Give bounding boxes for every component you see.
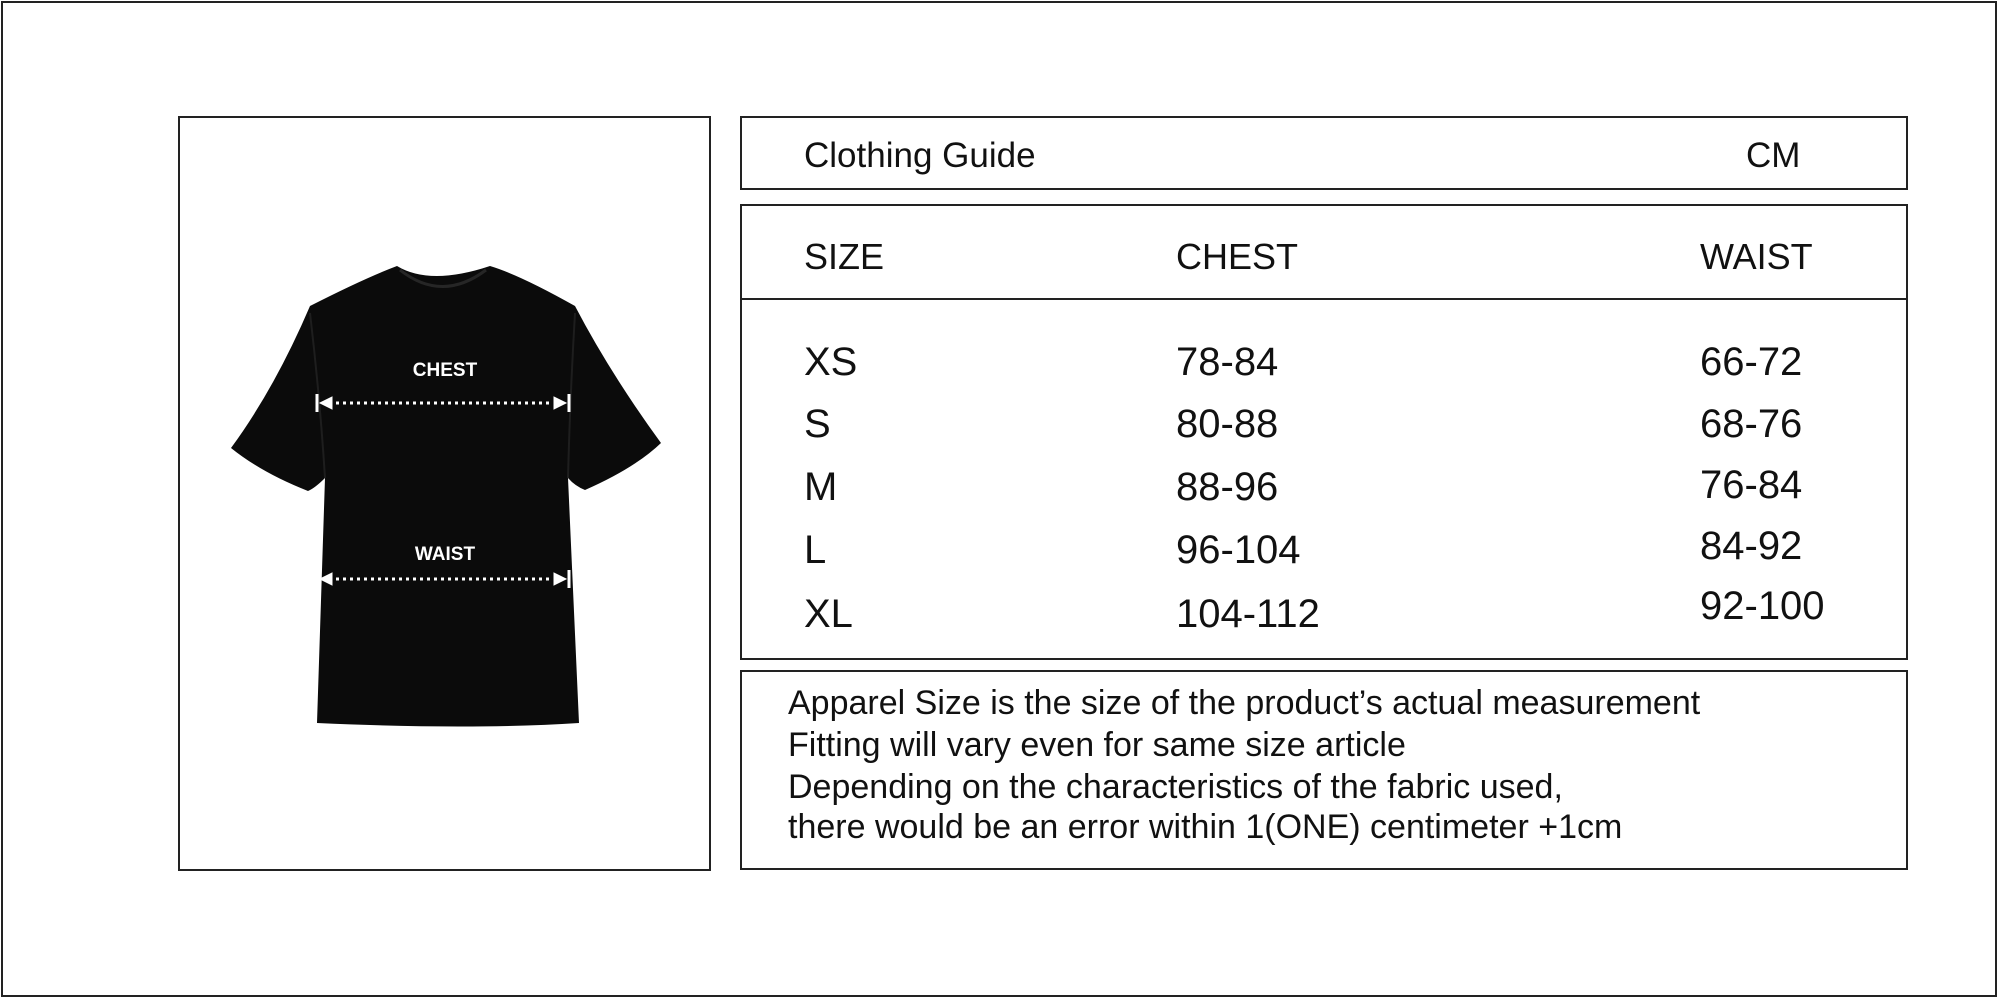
- garment-image-panel: [178, 116, 711, 871]
- column-header-chest: CHEST: [1176, 236, 1299, 277]
- t-shirt-icon: [180, 118, 713, 873]
- waist-cell: 84-92: [1700, 524, 1803, 568]
- waist-cell: 68-76: [1700, 402, 1803, 446]
- table-row: [742, 402, 1906, 462]
- waist-cell: 92-100: [1700, 584, 1825, 628]
- size-cell: XL: [804, 592, 853, 636]
- table-row: [742, 465, 1906, 525]
- table-row: [742, 340, 1906, 400]
- waist-cell: 66-72: [1700, 340, 1803, 384]
- column-header-size: SIZE: [804, 236, 885, 277]
- size-cell: M: [804, 465, 838, 509]
- note-line: Apparel Size is the size of the product’s actual measurement: [788, 684, 1701, 722]
- guide-header: [740, 116, 1908, 190]
- size-cell: S: [804, 402, 831, 446]
- fit-notes: [740, 670, 1908, 870]
- chest-cell: 88-96: [1176, 465, 1279, 509]
- table-row: [742, 584, 1906, 652]
- chest-label: CHEST: [412, 360, 478, 381]
- size-table: [740, 204, 1908, 660]
- table-row: [742, 524, 1906, 588]
- size-cell: XS: [804, 340, 858, 384]
- size-cell: L: [804, 528, 827, 572]
- chest-cell: 104-112: [1176, 592, 1320, 636]
- column-header-waist: WAIST: [1700, 236, 1813, 277]
- unit-label: CM: [1746, 136, 1801, 175]
- note-line: Depending on the characteristics of the fabric used,: [788, 768, 1563, 806]
- t-shirt-body: [231, 266, 661, 727]
- chest-cell: 96-104: [1176, 528, 1301, 572]
- note-line: there would be an error within 1(ONE) centimeter +1cm: [788, 808, 1623, 846]
- note-line: Fitting will vary even for same size article: [788, 726, 1406, 764]
- table-header-row: [742, 206, 1906, 300]
- guide-title: Clothing Guide: [804, 136, 1036, 175]
- chest-cell: 80-88: [1176, 402, 1279, 446]
- waist-label: WAIST: [414, 544, 476, 565]
- chest-cell: 78-84: [1176, 340, 1279, 384]
- waist-cell: 76-84: [1700, 463, 1803, 507]
